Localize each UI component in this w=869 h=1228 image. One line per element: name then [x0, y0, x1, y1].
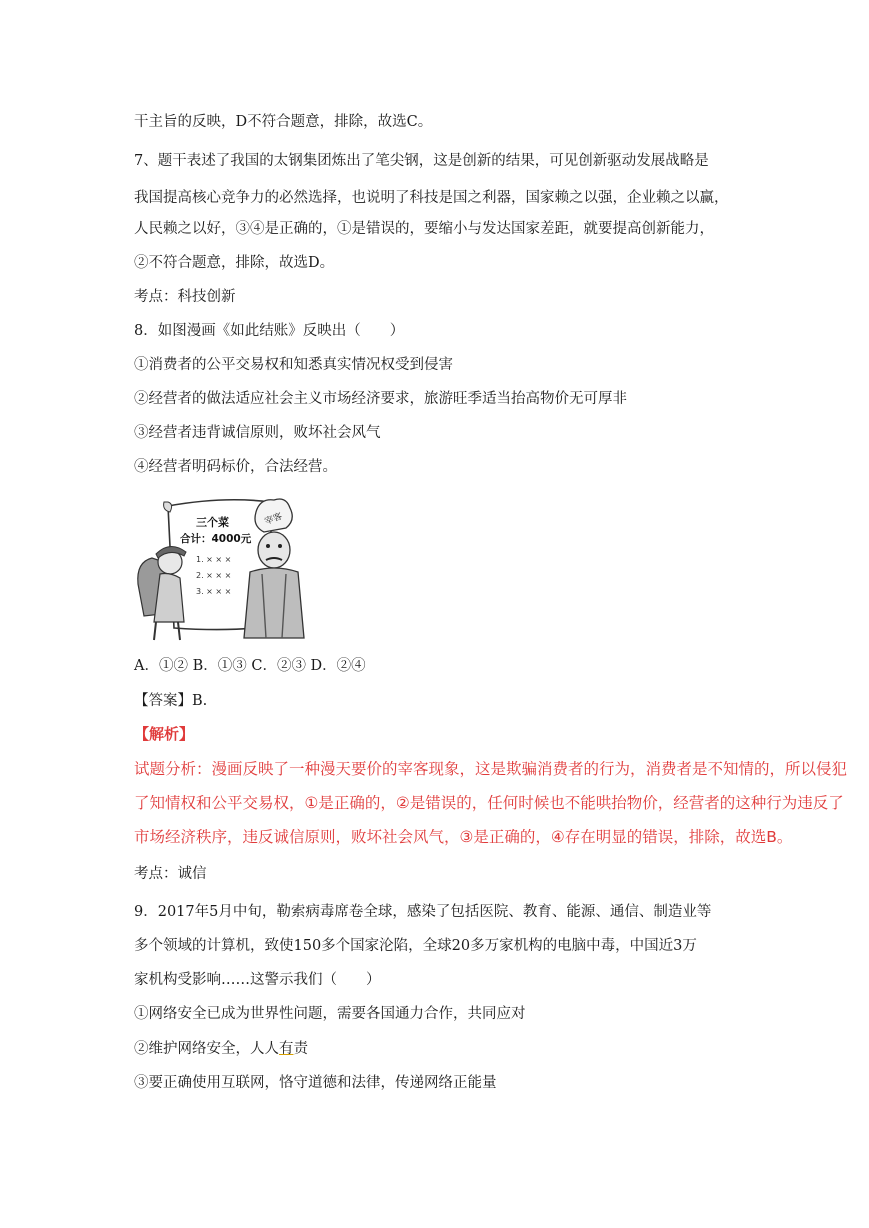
- analysis-text: 了知情权和公平交易权，①是正确的，②是错误的，任何时候也不能哄抬物价，经营者的这种行为违反了: [134, 794, 844, 812]
- sign-item: 3. × × ×: [196, 587, 232, 596]
- option-2-text-end: 责: [293, 1041, 308, 1057]
- option-2: ②经营者的做法适应社会主义市场经济要求，旅游旺季适当抬高物价无可厚非: [134, 391, 627, 407]
- text-line: 多个领域的计算机，致使150多个国家沦陷，全球20多万家机构的电脑中毒，中国近3万: [134, 938, 697, 954]
- sign-item: 2. × × ×: [196, 571, 232, 580]
- knowledge-point: 考点：科技创新: [134, 289, 236, 305]
- hat-label: 宰客: [263, 511, 284, 528]
- analysis-text: 试题分析：漫画反映了一种漫天要价的宰客现象，这是欺骗消费者的行为，消费者是不知情的，所以侵犯: [134, 760, 848, 778]
- answer-choices: A．①② B．①③ C．②③ D．②④: [134, 658, 366, 674]
- question-8-stem: 8．如图漫画《如此结账》反映出（ ）: [134, 323, 405, 339]
- sign-item: 1. × × ×: [196, 555, 232, 564]
- text-line: ②不符合题意，排除，故选D。: [134, 255, 335, 271]
- analysis-text: 市场经济秩序，违反诚信原则，败坏社会风气，③是正确的，④存在明显的错误，排除，故选B。: [134, 828, 793, 846]
- knowledge-point: 考点：诚信: [134, 866, 207, 882]
- text-line: 人民赖之以好，③④是正确的，①是错误的，要缩小与发达国家差距，就要提高创新能力，: [134, 221, 714, 237]
- question-9-stem: 9．2017年5月中旬，勒索病毒席卷全球，感染了包括医院、教育、能源、通信、制造业等: [134, 904, 712, 920]
- analysis-heading: 【解析】: [134, 725, 195, 743]
- option-1: ①消费者的公平交易权和知悉真实情况权受到侵害: [134, 357, 453, 373]
- text-line: 干主旨的反映，D不符合题意，排除，故选C。: [134, 114, 433, 130]
- question-7-explanation: 7、题干表述了我国的太钢集团炼出了笔尖钢，这是创新的结果，可见创新驱动发展战略是: [134, 153, 709, 169]
- option-3: ③要正确使用互联网，恪守道德和法律，传递网络正能量: [134, 1075, 497, 1091]
- option-4: ④经营者明码标价，合法经营。: [134, 459, 337, 475]
- sign-total: 合计：4000元: [180, 533, 252, 545]
- cartoon-illustration: [134, 492, 310, 642]
- option-2: [134, 1039, 308, 1059]
- sign-title: 三个菜: [196, 516, 229, 529]
- answer: 【答案】B.: [134, 693, 208, 709]
- option-1: ①网络安全已成为世界性问题，需要各国通力合作，共同应对: [134, 1006, 526, 1022]
- text-line: 家机构受影响……这警示我们（ ）: [134, 972, 381, 988]
- option-2-marked-char: 有: [279, 1041, 294, 1057]
- text-line: 我国提高核心竞争力的必然选择，也说明了科技是国之利器，国家赖之以强，企业赖之以赢，: [134, 190, 729, 206]
- option-3: ③经营者违背诚信原则，败坏社会风气: [134, 425, 381, 441]
- option-2-text: ②维护网络安全，人人: [134, 1041, 279, 1057]
